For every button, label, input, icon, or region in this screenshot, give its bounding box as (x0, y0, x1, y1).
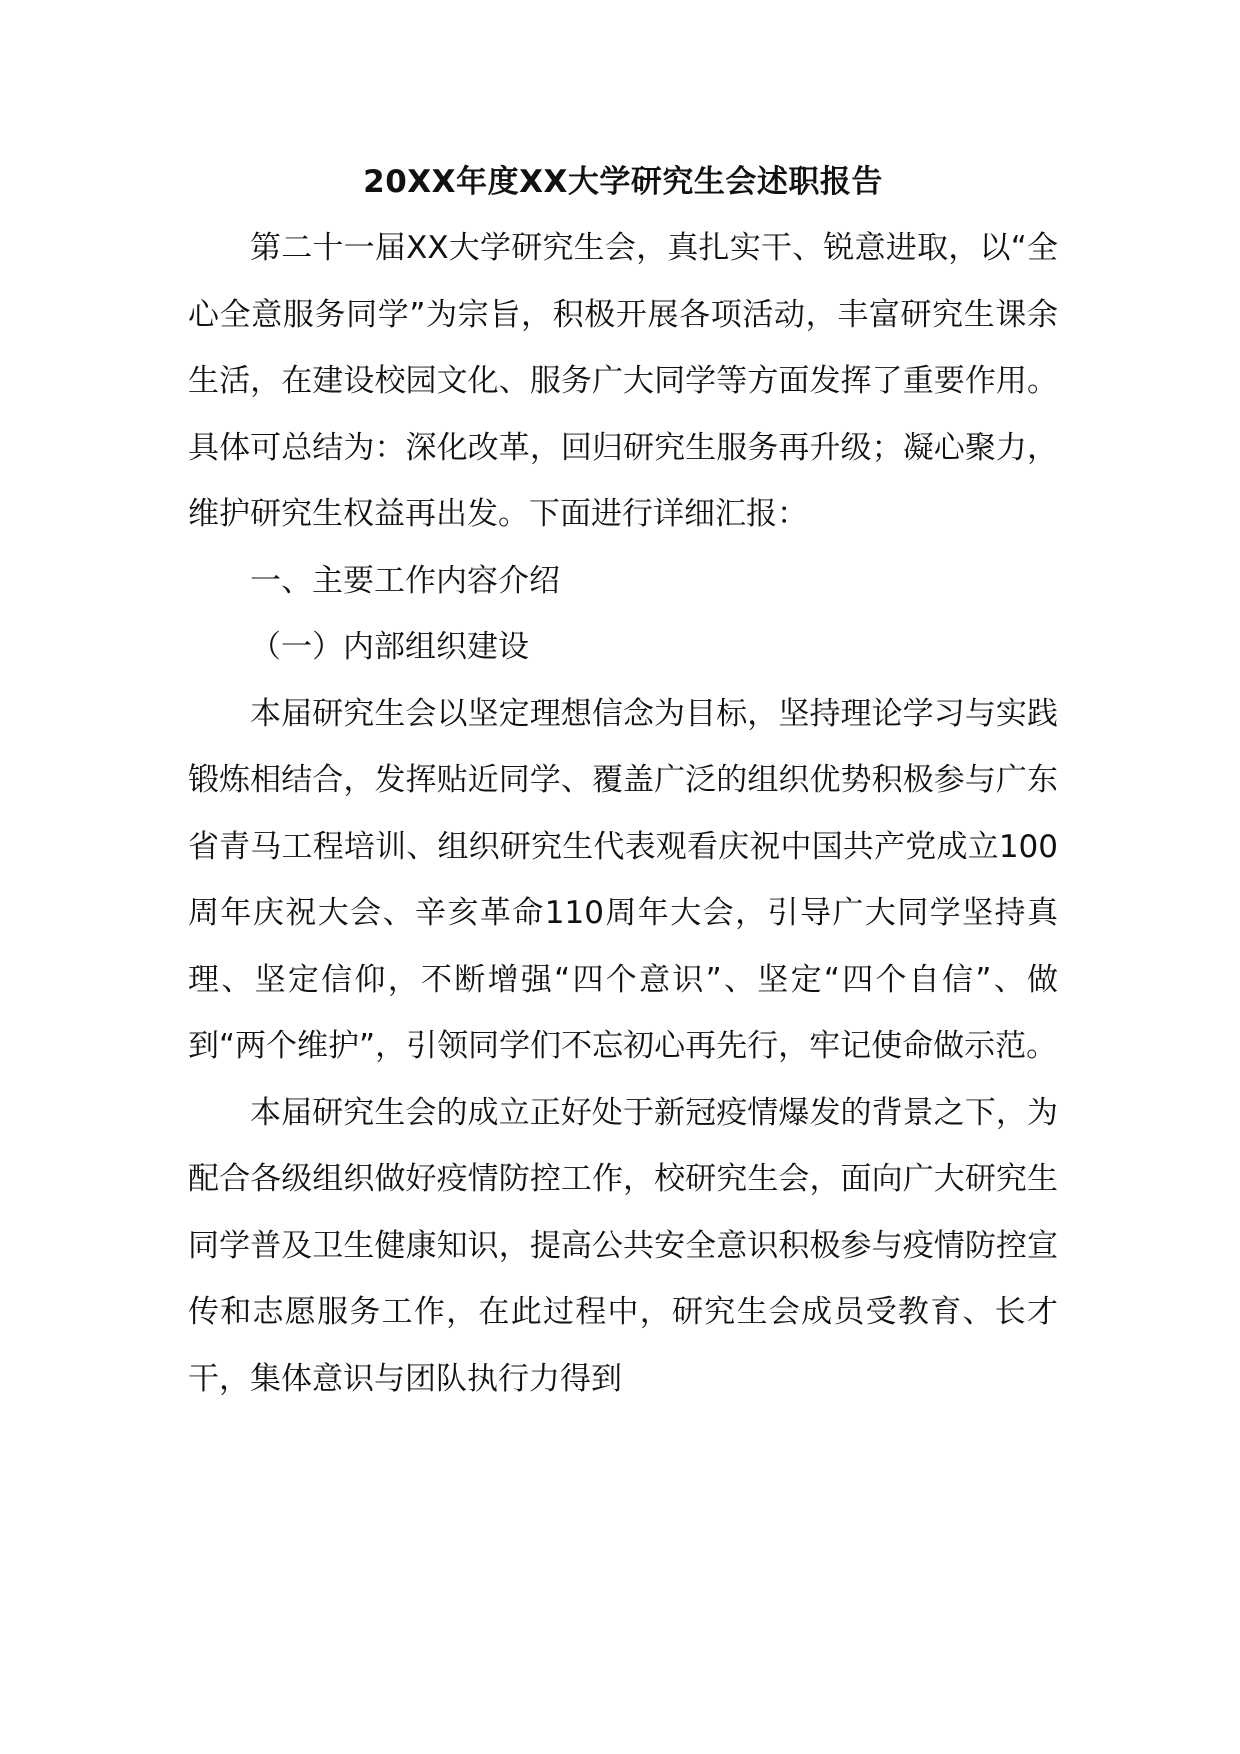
document-title: 20XX年度XX大学研究生会述职报告 (363, 164, 883, 200)
body-paragraph-ideals: 本届研究生会以坚定理想信念为目标，坚持理论学习与实践锻炼相结合，发挥贴近同学、覆盖广泛的组织优势积极参与广东省青马工程培训、组织研究生代表观看庆祝中国共产党成立100周年庆祝大会、辛亥革命110周年大会，引导广大同学坚持真理、坚定信仰，不断增强“四个意识”、坚定“四个自信”、做到“两个维护”，引领同学们不忘初心再先行，牢记使命做示范。 (188, 695, 1058, 1064)
intro-paragraph: 第二十一届XX大学研究生会，真扎实干、锐意进取，以“全心全意服务同学”为宗旨，积极开展各项活动，丰富研究生课余生活，在建设校园文化、服务广大同学等方面发挥了重要作用。具体可总结为：深化改革，回归研究生服务再升级；凝心聚力，维护研究生权益再出发。下面进行详细汇报： (188, 230, 1058, 532)
body-paragraph-epidemic: 本届研究生会的成立正好处于新冠疫情爆发的背景之下，为配合各级组织做好疫情防控工作，校研究生会，面向广大研究生同学普及卫生健康知识，提高公共安全意识积极参与疫情防控宣传和志愿服务工作，在此过程中，研究生会成员受教育、长才干，集体意识与团队执行力得到 (188, 1094, 1058, 1397)
subsection-heading-internal-organization: （一）内部组织建设 (250, 629, 529, 665)
document-page (188, 160, 1058, 1412)
section-heading-main-work: 一、主要工作内容介绍 (250, 562, 560, 599)
